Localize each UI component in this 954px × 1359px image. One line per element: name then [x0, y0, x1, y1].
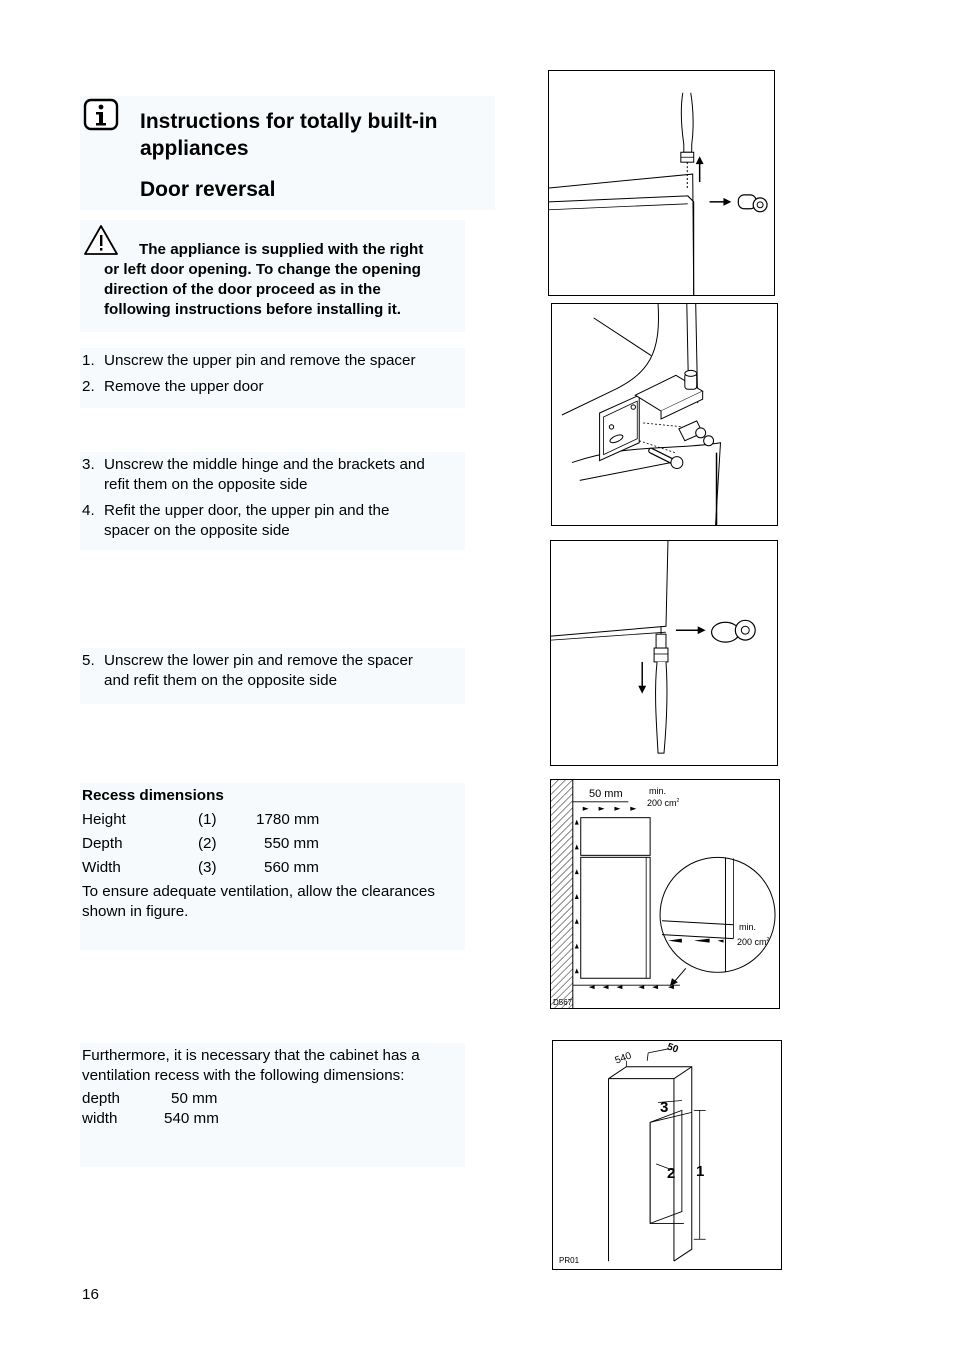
- warning-text: The appliance is supplied with the right or left door opening. To change the opening direction of the door proceed as in the following instructions before installing it.: [104, 241, 424, 318]
- figure-lower-pin: [550, 540, 778, 766]
- step-4: 4. Refit the upper door, the upper pin and the spacer on the opposite side: [82, 502, 390, 539]
- figure-upper-pin: [548, 70, 775, 296]
- figure-middle-hinge: [551, 303, 778, 526]
- recess-heading: Recess dimensions: [82, 787, 224, 804]
- page-title: Instructions for totally built-in appliances: [140, 110, 438, 160]
- fig5-code: PR01: [559, 1256, 580, 1265]
- step-3: 3. Unscrew the middle hinge and the brackets and refit them on the opposite side: [82, 456, 425, 493]
- fig4-dim-label: 50 mm: [589, 788, 623, 800]
- ventilation-intro: Furthermore, it is necessary that the cabinet has a ventilation recess with the following dimensions:: [82, 1047, 420, 1084]
- info-icon: [83, 97, 119, 133]
- fig4-area-label-inset: 200 $cm^2$: [737, 937, 770, 947]
- fig4-min-label-inset: min.: [739, 922, 757, 932]
- figure-cabinet-recess: [552, 1040, 782, 1270]
- figure-ventilation-clearance: [550, 779, 780, 1009]
- page-number: 16: [82, 1286, 99, 1303]
- fig5-label-1: 1: [696, 1163, 705, 1180]
- step-5: 5. Unscrew the lower pin and remove the spacer and refit them on the opposite side: [82, 652, 413, 689]
- fig5-label-2: 2: [667, 1165, 676, 1182]
- section-title: Door reversal: [140, 178, 276, 201]
- fig5-label-3: 3: [660, 1099, 669, 1116]
- fig4-area-label: 200 $cm^2$: [647, 798, 680, 808]
- fig5-label-540: 540: [613, 1050, 634, 1067]
- fig4-min-label: min.: [649, 786, 667, 796]
- fig4-code: D567: [553, 998, 573, 1007]
- fig5-label-50: 50: [665, 1041, 680, 1056]
- step-1: 1. Unscrew the upper pin and remove the spacer: [82, 352, 416, 369]
- recess-note: To ensure adequate ventilation, allow the clearances shown in figure.: [82, 883, 435, 920]
- step-2: 2. Remove the upper door: [82, 378, 264, 395]
